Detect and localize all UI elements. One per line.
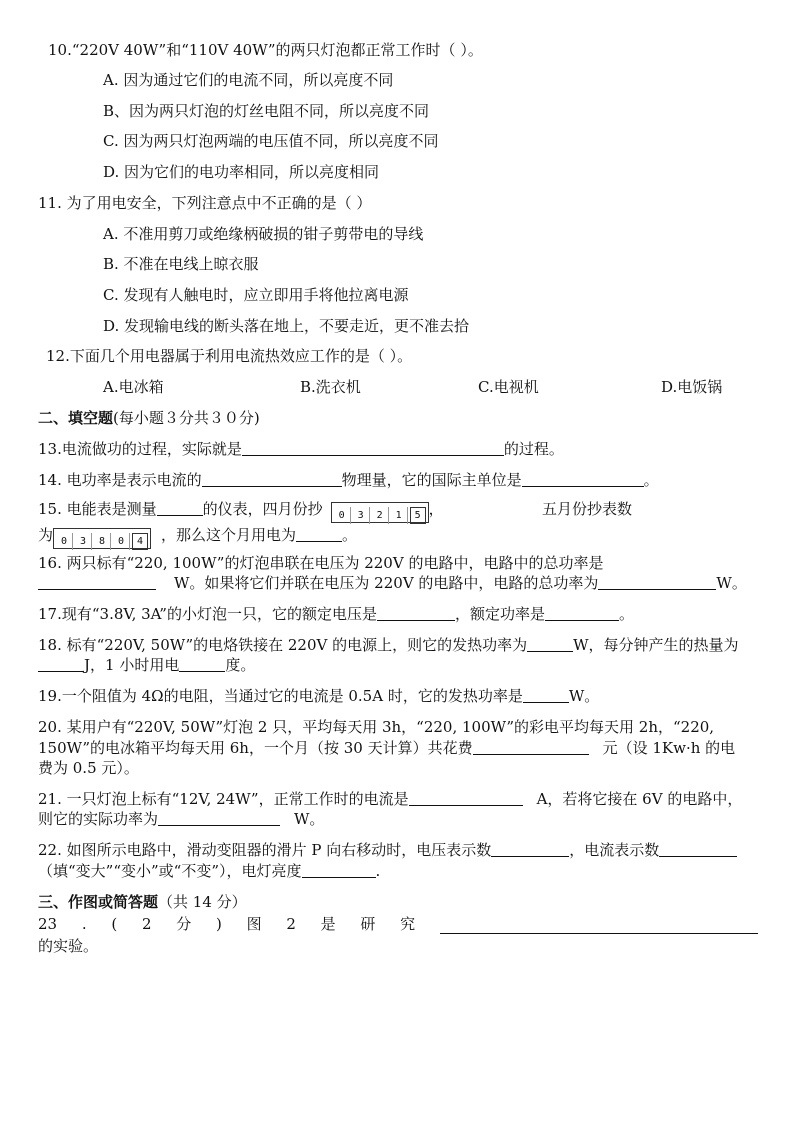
q21-text-end: W。 [294,810,325,828]
q13 [38,439,564,459]
section2-heading [38,408,260,428]
q18-line2 [38,655,255,675]
q12-option-c: C.电视机 [478,378,539,396]
q20-line3: 费为 0.5 元）。 [38,759,139,777]
q18-blank-2[interactable] [38,656,84,672]
section3-note: （共 14 分） [158,893,247,911]
q21-line1 [38,789,742,809]
meter-digit: 1 [391,507,408,524]
q16-text-end: W。 [716,574,747,592]
q15-comma: ， [428,500,444,518]
q23-token: ( [111,915,118,933]
q19 [38,686,599,706]
q21-blank-1[interactable] [409,790,523,806]
q23-blank[interactable] [440,918,758,934]
q22-blank-3[interactable] [302,862,376,878]
q15-blank-2[interactable] [296,526,342,542]
q23-token: 究 [400,915,416,933]
q17 [38,604,634,624]
q17-text-end: 。 [618,605,634,623]
q15-text-end: 。 [342,526,358,544]
q16-line2 [38,573,747,593]
q16-text-mid: W。如果将它们并联在电压为 220V 的电路中，电路的总功率为 [174,574,599,592]
meter-digit: 0 [56,533,73,550]
q18-line1 [38,635,739,655]
april-meter-reading [331,502,429,523]
q15-line1 [38,499,444,523]
q12-stem: 12.下面几个用电器属于利用电流热效应工作的是（ ）。 [46,347,413,365]
q20-text: 150W”的电冰箱平均每天用 6h，一个月（按 30 天计算）共花费 [38,739,473,757]
q22-text-line2: （填“变大”“变小”或“不变”），电灯亮度 [38,862,302,880]
q21-text-mid: A，若将它接在 6V 的电路中， [536,790,743,808]
q23-token: 是 [320,915,336,933]
q22-text: 22. 如图所示电路中，滑动变阻器的滑片 P 向右移动时，电压表示数 [38,841,492,859]
q11-option-b: B. 不准在电线上晾衣服 [103,255,259,273]
q10-option-d: D. 因为它们的电功率相同，所以亮度相同 [103,163,380,181]
q10-option-a: A. 因为通过它们的电流不同，所以亮度不同 [103,71,394,89]
q12-option-d: D.电饭锅 [661,378,723,396]
q23-line1 [38,914,758,934]
q10-option-c: C. 因为两只灯泡两端的电压值不同，所以亮度不同 [103,132,439,150]
q13-text-end: 的过程。 [503,440,564,458]
q18-text-end: 度。 [225,656,256,674]
q19-text-end: W。 [568,687,600,705]
q19-blank[interactable] [523,687,569,703]
q17-text: 17.现有“3.8V, 3A”的小灯泡一只，它的额定电压是 [38,605,377,623]
q23-token: 23 [38,915,58,933]
q23-token: . [81,915,87,933]
q23-token: 2 [141,915,152,933]
q16-blank-2[interactable] [598,574,716,590]
meter-digit: 0 [113,533,130,550]
meter-digit-decimal: 4 [132,533,148,550]
q21-text-line2: 则它的实际功率为 [38,810,159,828]
meter-digit: 3 [75,533,92,550]
q23-line2: 的实验。 [38,937,99,955]
q22-blank-2[interactable] [659,841,737,857]
q15-text: 15. 电能表是测量 [38,500,157,518]
q23-token: 图 [246,915,262,933]
meter-digit: 2 [372,507,389,524]
q18-text-line2: J，1 小时用电 [84,656,180,674]
meter-digit-decimal: 5 [410,507,426,524]
q11-option-d: D. 发现输电线的断头落在地上，不要走近，更不准去拾 [103,317,470,335]
meter-digit: 0 [334,507,351,524]
q12-option-a: A.电冰箱 [103,378,164,396]
q15-blank-1[interactable] [157,500,203,516]
q14-text-mid: 物理量，它的国际主单位是 [341,471,522,489]
q23-token: 2 [286,915,296,933]
q15-text-line2: 为 [38,526,54,544]
q14-blank-2[interactable] [522,471,644,487]
q10-stem: 10.“220V 40W”和“110V 40W”的两只灯泡都正常工作时（ ）。 [48,41,483,59]
meter-digit: 3 [353,507,370,524]
section2-note: (每小题３分共３０分) [113,409,260,427]
q21-line2 [38,809,324,829]
q13-text: 13.电流做功的过程，实际就是 [38,440,242,458]
section3-title: 三、作图或简答题 [38,893,159,911]
q22-blank-1[interactable] [491,841,569,857]
q11-stem: 11. 为了用电安全，下列注意点中不正确的是（ ） [38,194,372,212]
meter-digit: 8 [94,533,111,550]
q11-option-c: C. 发现有人触电时，应立即用手将他拉离电源 [103,286,409,304]
section3-heading [38,892,247,912]
q20-line2 [38,738,735,758]
q15-text-mid: 的仪表，四月份抄 [202,500,323,518]
q11-option-a: A. 不准用剪刀或绝缘柄破损的钳子剪带电的导线 [103,225,424,243]
q22-line2 [38,861,380,881]
q20-line1: 20. 某用户有“220V, 50W”灯泡 2 只，平均每天用 3h，“220, 100W”的彩电平均每天用 2h，“220, [38,718,715,736]
q21-text: 21. 一只灯泡上标有“12V, 24W”，正常工作时的电流是 [38,790,409,808]
q23-token: 研 [360,915,376,933]
q17-text-mid: ，额定功率是 [454,605,545,623]
q16-blank-1[interactable] [38,574,156,590]
q17-blank-2[interactable] [545,605,619,621]
q22-line1 [38,840,737,860]
q17-blank-1[interactable] [377,605,455,621]
q14 [38,470,659,490]
q21-blank-2[interactable] [158,810,280,826]
q14-text-end: 。 [643,471,659,489]
section2-title: 二、填空题 [38,409,114,427]
q14-blank-1[interactable] [202,471,342,487]
q18-blank-1[interactable] [527,636,573,652]
q22-text-mid: ，电流表示数 [569,841,660,859]
q18-text: 18. 标有“220V, 50W”的电烙铁接在 220V 的电源上，则它的发热功率为 [38,636,528,654]
q13-answer-blank[interactable] [242,440,504,456]
q15-text-usage: ，那么这个月用电为 [161,526,297,544]
q18-blank-3[interactable] [179,656,225,672]
q10-option-b: B、因为两只灯泡的灯丝电阻不同，所以亮度不同 [103,102,430,120]
q15-line2 [38,525,357,549]
q16-line1: 16. 两只标有“220, 100W”的灯泡串联在电压为 220V 的电路中，电路中的总功率是 [38,554,604,572]
q22-text-end: . [375,862,381,880]
q19-text: 19.一个阻值为 4Ω的电阻，当通过它的电流是 0.5A 时，它的发热功率是 [38,687,523,705]
q23-token: ) [215,915,222,933]
may-meter-reading [53,528,151,549]
q12-option-b: B.洗衣机 [300,378,361,396]
q20-text-end: 元（设 1Kw·h 的电 [602,739,736,757]
q18-text-mid: W，每分钟产生的热量为 [573,636,739,654]
q20-blank[interactable] [473,739,589,755]
q15-text-may: 五月份抄表数 [542,500,633,518]
q23-token: 分 [176,915,192,933]
q14-text: 14. 电功率是表示电流的 [38,471,202,489]
